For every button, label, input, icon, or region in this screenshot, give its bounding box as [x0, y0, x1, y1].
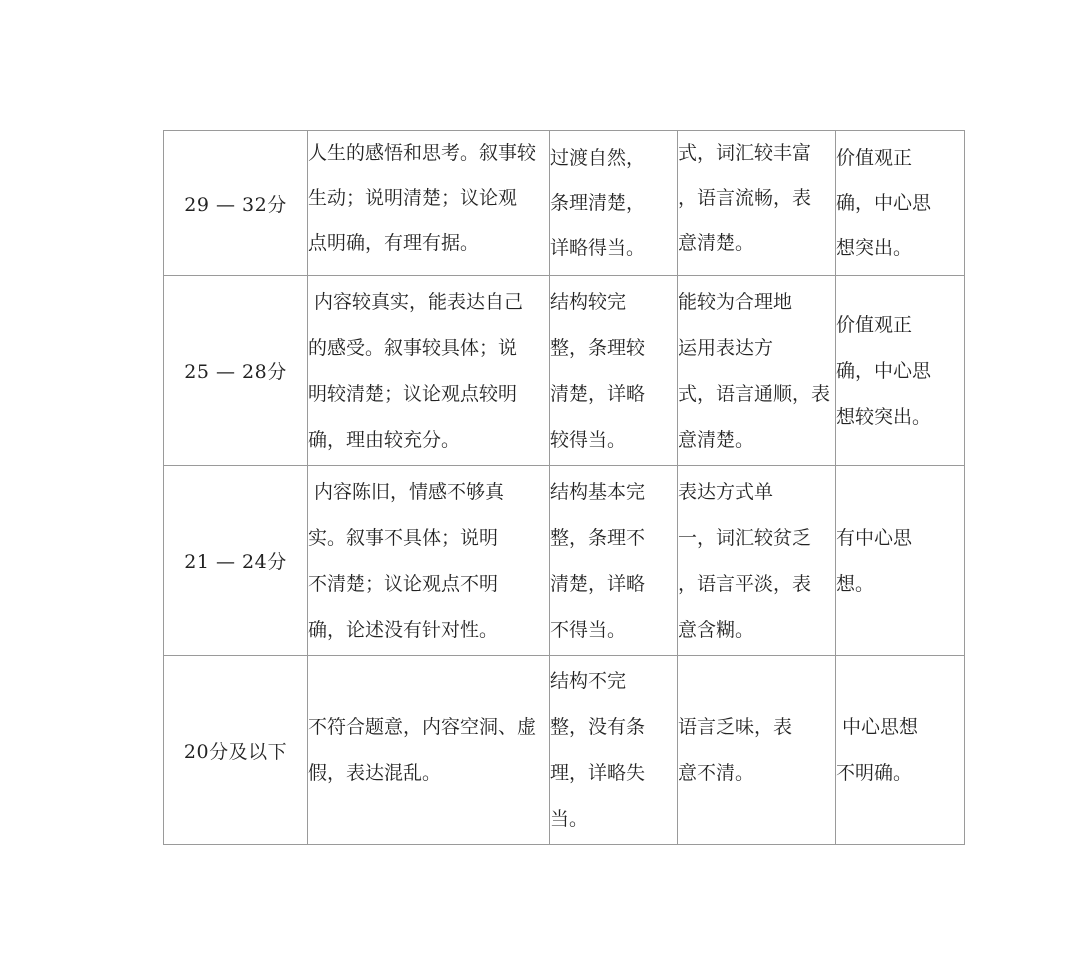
content-criteria: 内容陈旧，情感不够真 实。叙事不具体；说明 不清楚；议论观点不明 确，论述没有针对性。 [308, 466, 550, 656]
expression-criteria: 能较为合理地 运用表达方 式，语言通顺，表 意清楚。 [678, 276, 836, 466]
content-criteria: 不符合题意，内容空洞、虚 假，表达混乱。 [308, 656, 550, 845]
score-range: 25 — 28分 [164, 276, 308, 466]
table-row [164, 276, 965, 466]
score-range: 29 — 32分 [164, 131, 308, 276]
expression-criteria: 式，词汇较丰富 ，语言流畅，表 意清楚。 [678, 131, 836, 276]
score-range: 20分及以下 [164, 656, 308, 845]
theme-criteria: 价值观正 确，中心思 想较突出。 [836, 276, 965, 466]
content-criteria: 人生的感悟和思考。叙事较 生动；说明清楚；议论观 点明确，有理有据。 [308, 131, 550, 276]
structure-criteria: 过渡自然， 条理清楚， 详略得当。 [550, 131, 678, 276]
structure-criteria: 结构较完 整，条理较 清楚，详略 较得当。 [550, 276, 678, 466]
theme-criteria: 中心思想 不明确。 [836, 656, 965, 845]
expression-criteria: 语言乏味，表 意不清。 [678, 656, 836, 845]
theme-criteria: 价值观正 确，中心思 想突出。 [836, 131, 965, 276]
scoring-rubric-table [163, 130, 965, 845]
content-criteria: 内容较真实，能表达自己 的感受。叙事较具体；说 明较清楚；议论观点较明 确，理由较充分。 [308, 276, 550, 466]
expression-criteria: 表达方式单 一，词汇较贫乏 ，语言平淡，表 意含糊。 [678, 466, 836, 656]
structure-criteria: 结构不完 整，没有条 理，详略失 当。 [550, 656, 678, 845]
structure-criteria: 结构基本完 整，条理不 清楚，详略 不得当。 [550, 466, 678, 656]
table-row [164, 466, 965, 656]
table-row [164, 656, 965, 845]
theme-criteria: 有中心思 想。 [836, 466, 965, 656]
score-range: 21 — 24分 [164, 466, 308, 656]
table-row [164, 131, 965, 276]
